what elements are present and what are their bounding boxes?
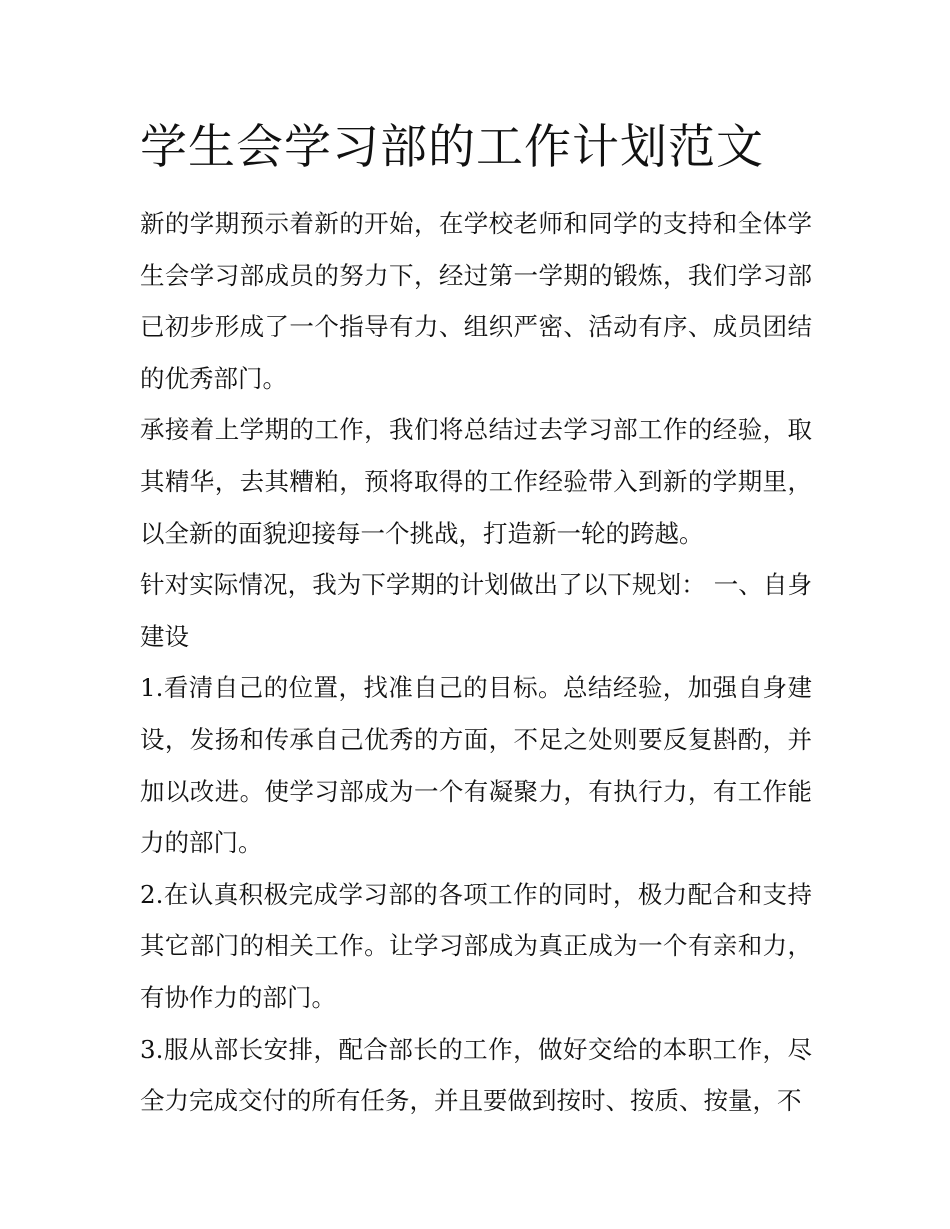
paragraph-intro: 新的学期预示着新的开始，在学校老师和同学的支持和全体学生会学习部成员的努力下，经过第一学期的锻炼，我们学习部已初步形成了一个指导有力、组织严密、活动有序、成员团结的优秀部门。 <box>140 209 812 393</box>
paragraph-item-3: 3.服从部长安排，配合部长的工作，做好交给的本职工作，尽全力完成交付的所有任务，并且要做到按时、按质、按量，不 <box>140 1034 812 1116</box>
document-body <box>140 198 812 1127</box>
paragraph-item-1: 1.看清自己的位置，找准自己的目标。总结经验，加强自身建设，发扬和传承自己优秀的方面，不足之处则要反复斟酌，并加以改进。使学习部成为一个有凝聚力，有执行力，有工作能力的部门。 <box>140 673 812 858</box>
document-title: 学生会学习部的工作计划范文 <box>140 120 764 175</box>
paragraph-plan-heading: 针对实际情况，我为下学期的计划做出了以下规划： 一、自身建设 <box>140 570 812 651</box>
paragraph-continuation: 承接着上学期的工作，我们将总结过去学习部工作的经验，取其精华，去其糟粕，预将取得的工作经验带入到新的学期里，以全新的面貌迎接每一个挑战，打造新一轮的跨越。 <box>140 415 812 548</box>
paragraph-item-2: 2.在认真积极完成学习部的各项工作的同时，极力配合和支持其它部门的相关工作。让学习部成为真正成为一个有亲和力，有协作力的部门。 <box>140 879 812 1012</box>
